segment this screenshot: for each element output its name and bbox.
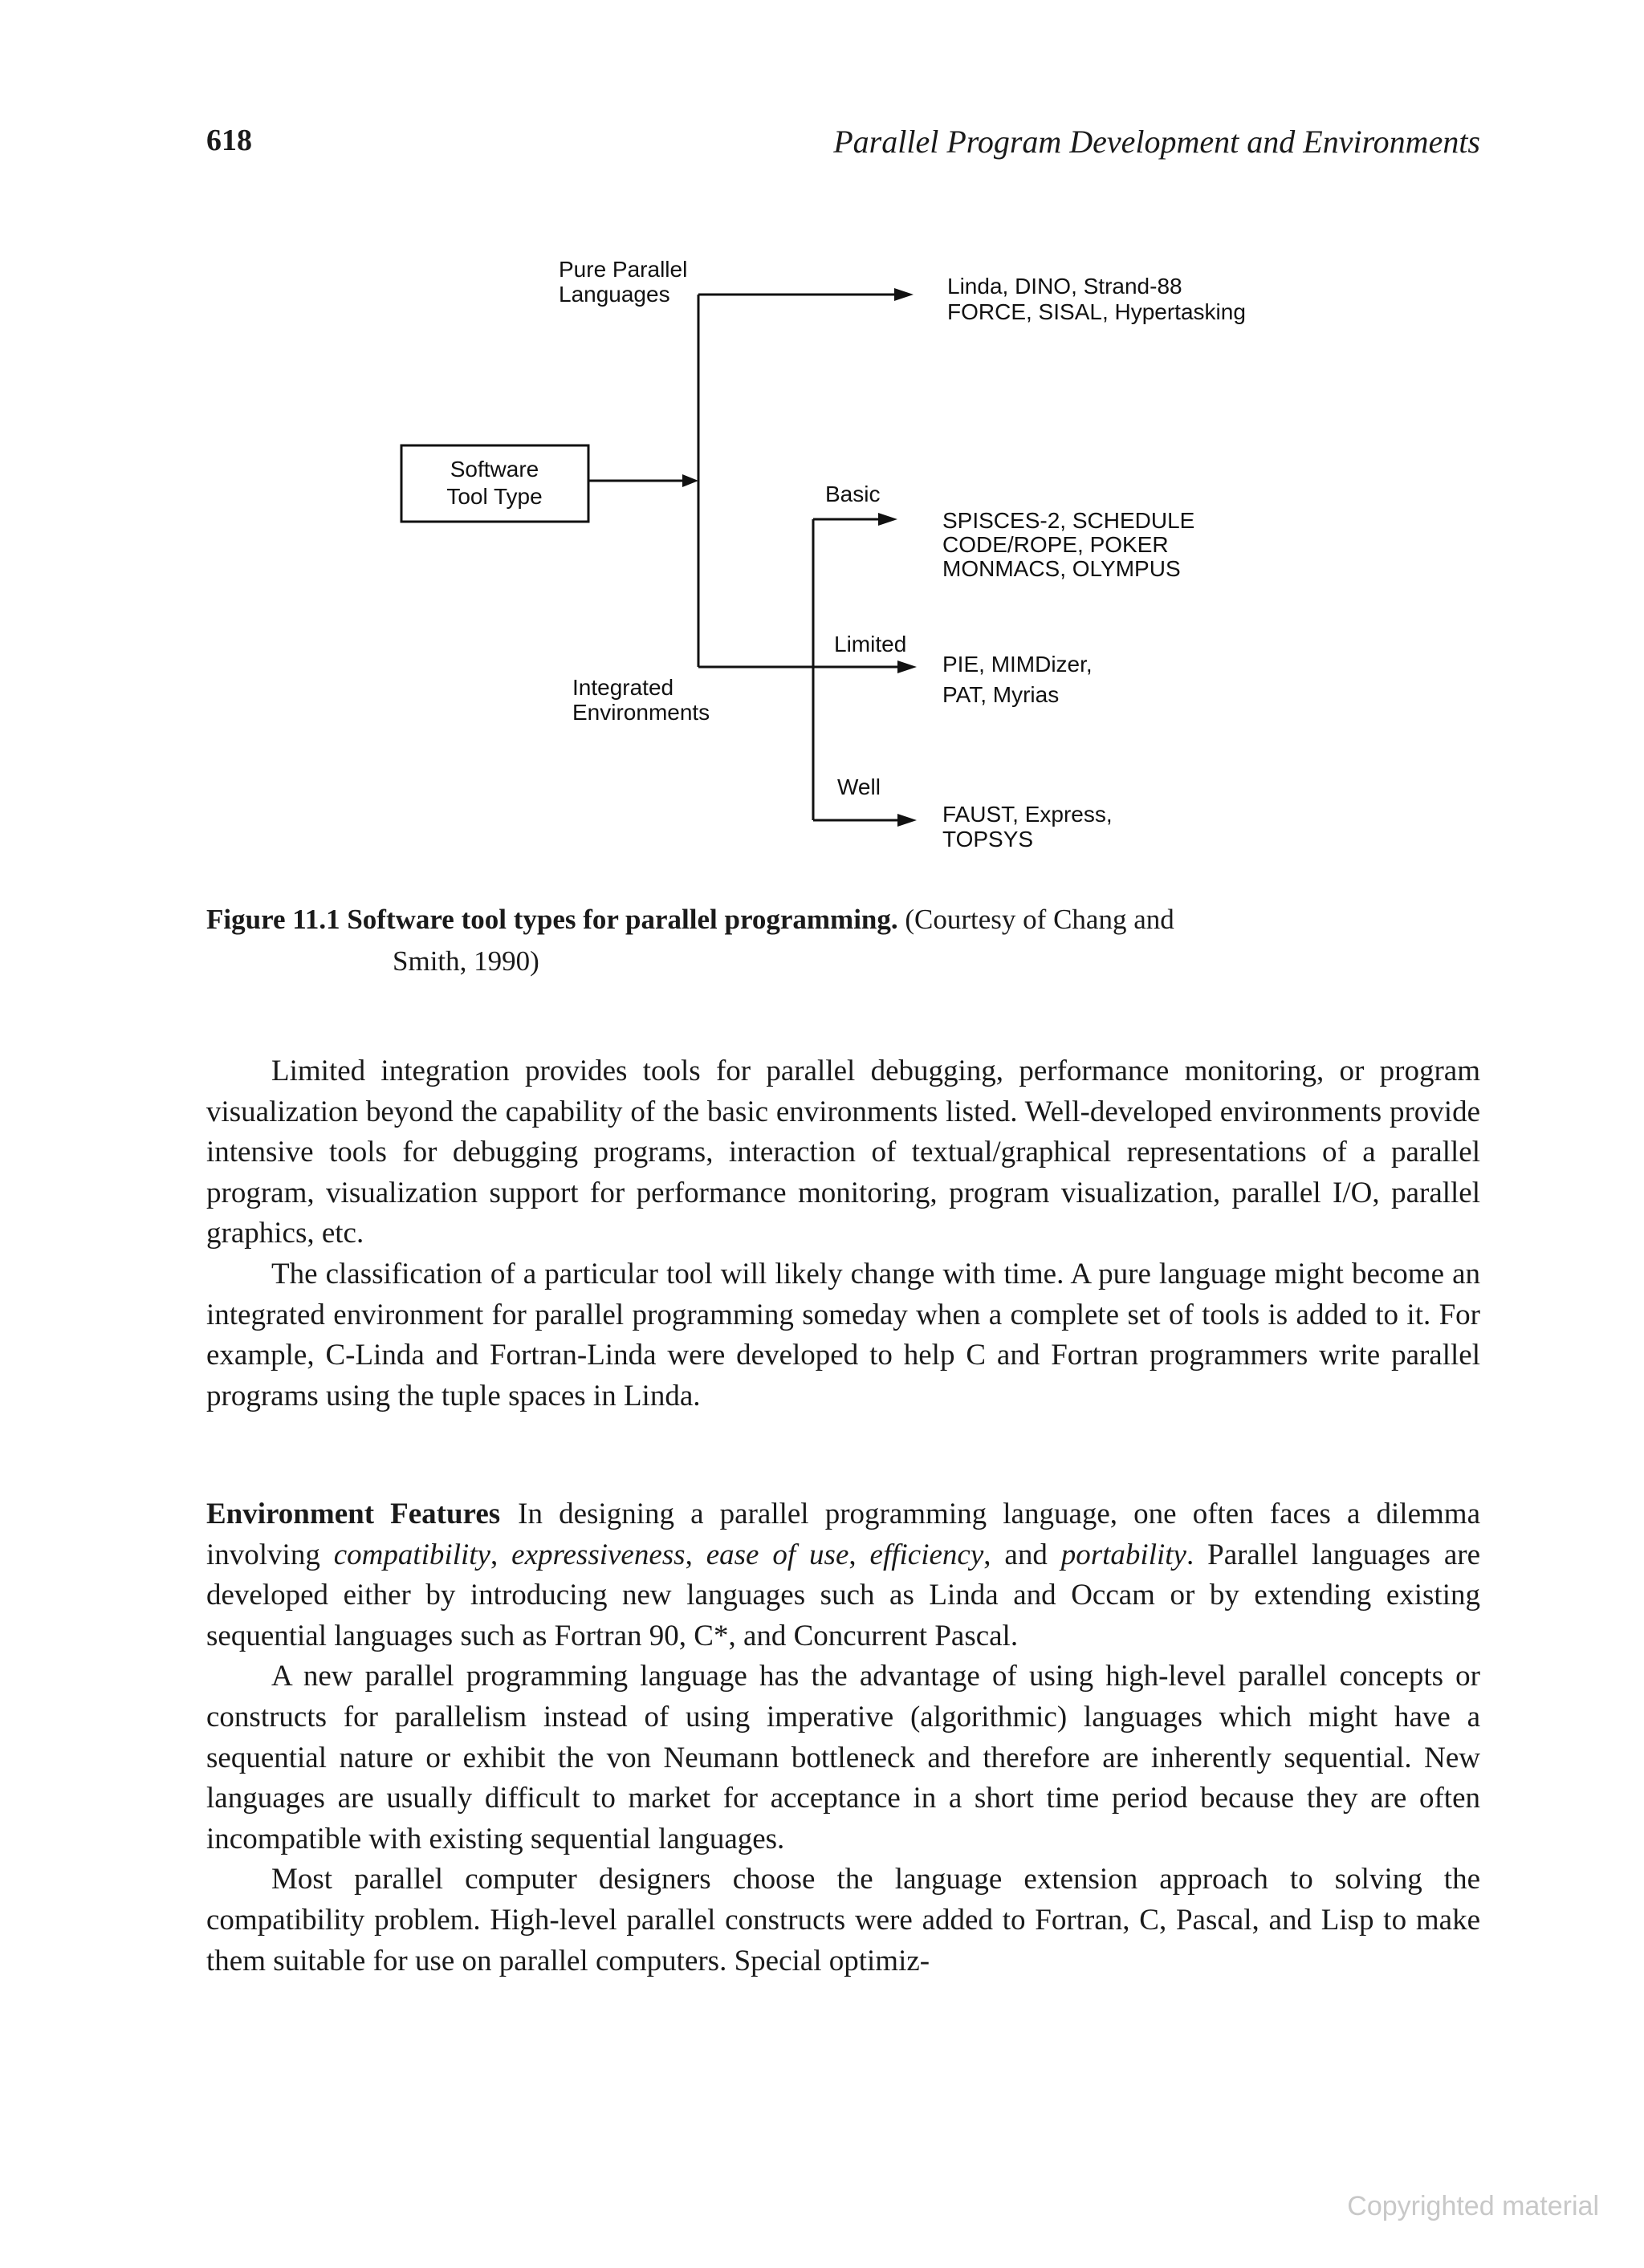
well-label: Well — [837, 774, 881, 799]
well-arrowhead — [897, 814, 917, 827]
emphasis-term: compatibility — [333, 1538, 490, 1571]
basic-examples-line1: SPISCES-2, SCHEDULE — [942, 508, 1195, 533]
running-head: Parallel Program Development and Environments — [833, 124, 1480, 160]
integrated-label-line1: Integrated — [572, 675, 674, 700]
page-number: 618 — [206, 124, 252, 157]
basic-label: Basic — [825, 482, 881, 506]
pure-examples-line1: Linda, DINO, Strand-88 — [947, 274, 1182, 299]
paragraph: Most parallel computer designers choose the language extension approach to solving the compatibility problem. High-level parallel constructs were added to Fortran, C, Pascal, and Lisp to make them suitable for use on parallel computers. Special optimiz- — [206, 1863, 1480, 1977]
emphasis-term: efficiency — [869, 1538, 984, 1571]
emphasis-term: ease of use — [706, 1538, 849, 1571]
paragraph-text: , — [685, 1538, 706, 1571]
pure-label-line2: Languages — [559, 282, 670, 307]
root-label-line1: Software — [450, 457, 539, 482]
root-arrowhead — [682, 474, 698, 487]
paragraph-text: . Parallel languages are developed either by introducing new languages such as Linda and Occam or by extending existing sequential languages such as Fortran 90, C*, and Concurrent Pascal. — [206, 1538, 1481, 1652]
limited-examples-line1: PIE, MIMDizer, — [942, 652, 1093, 677]
paragraph: A new parallel programming language has the advantage of using high-level parallel concepts or constructs for parallelism instead of using imperative (algorithmic) languages which might have a sequential nature or exhibit the von Neumann bottleneck and therefore are inherently sequential. New languages are usually difficult to market for acceptance in a short time period because they are often incompatible with existing sequential languages. — [206, 1660, 1480, 1855]
copyright-watermark: Copyrighted material — [1347, 2191, 1599, 2221]
pure-label-line1: Pure Parallel — [559, 257, 688, 282]
body-text-upper — [206, 1051, 1480, 1416]
paragraph-text: In designing a parallel programming language, one often faces a dilemma involving — [206, 1498, 1480, 1571]
paragraph: Limited integration provides tools for parallel debugging, performance monitoring, or program visualization beyond the capability of the basic environments listed. Well-developed environments provide intensive tools for debugging programs, interaction of textual/graphical representations of a parallel program, visualization support for performance monitoring, program visualization, parallel I/O, parallel graphics, etc. — [206, 1055, 1480, 1250]
paragraph: The classification of a particular tool will likely change with time. A pure language might become an integrated environment for parallel programming someday when a complete set of tools is added to it. For example, C-Linda and Fortran-Linda were developed to help C and Fortran programmers write parallel programs using the tuple spaces in Linda. — [206, 1257, 1480, 1412]
pure-arrowhead — [894, 288, 914, 301]
paragraph-text: , — [490, 1538, 512, 1571]
well-examples-line2: TOPSYS — [942, 827, 1034, 852]
caption-credit: (Courtesy of Chang and — [905, 904, 1174, 935]
limited-examples-line2: PAT, Myrias — [942, 682, 1060, 707]
figure-caption — [206, 899, 1480, 982]
basic-examples-line3: MONMACS, OLYMPUS — [942, 556, 1181, 581]
emphasis-term: expressiveness — [511, 1538, 686, 1571]
integrated-label-line2: Environments — [572, 700, 710, 725]
limited-label: Limited — [834, 632, 907, 656]
caption-line2: Smith, 1990) — [393, 945, 539, 977]
body-text-lower — [206, 1494, 1480, 1981]
paragraph-text: , and — [983, 1538, 1061, 1571]
paragraph — [206, 1494, 1480, 1656]
caption-line1 — [206, 899, 1480, 941]
basic-examples-line2: CODE/ROPE, POKER — [942, 532, 1169, 557]
tool-type-diagram — [0, 241, 1644, 883]
well-examples-line1: FAUST, Express, — [942, 802, 1113, 827]
paragraph-text: , — [848, 1538, 870, 1571]
emphasis-term: portability — [1060, 1538, 1186, 1571]
caption-label: Figure 11.1 — [206, 904, 340, 935]
section-heading: Environment Features — [206, 1498, 501, 1530]
root-label-line2: Tool Type — [446, 484, 543, 509]
caption-title: Software tool types for parallel programming. — [347, 904, 898, 935]
basic-arrowhead — [878, 513, 897, 526]
pure-examples-line2: FORCE, SISAL, Hypertasking — [947, 299, 1246, 324]
